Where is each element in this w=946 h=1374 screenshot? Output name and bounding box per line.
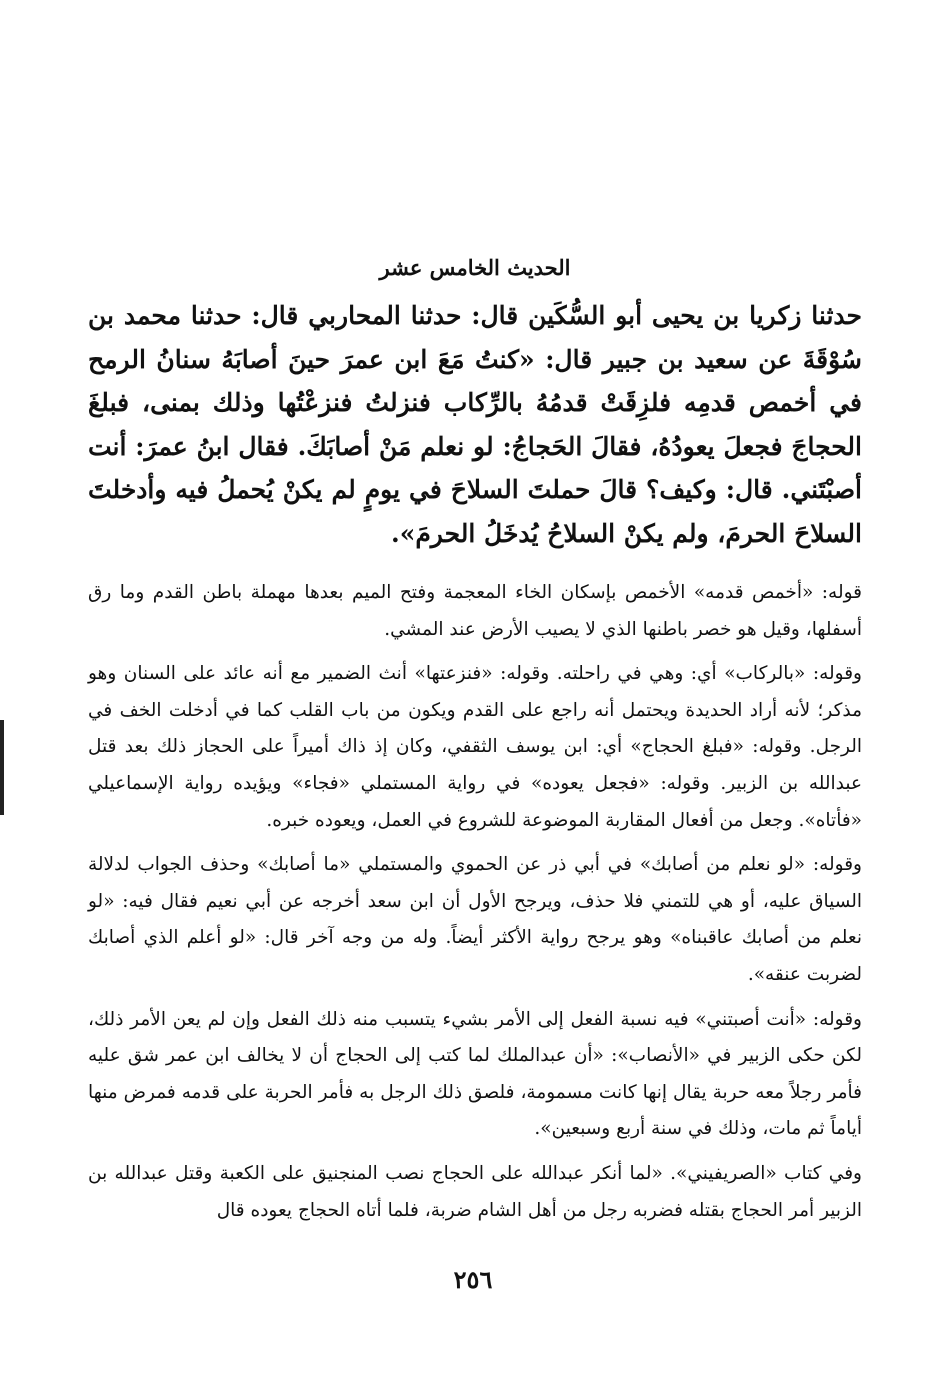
page-number: ٢٥٦ [453, 1265, 493, 1294]
commentary-paragraph-3: وقوله: «لو نعلم من أصابك» في أبي ذر عن الحموي والمستملي «ما أصابك» وحذف الجواب لدلالة السياق عليه، أو هي للتمني فلا حذف، ويرجح الأول أن ابن سعد أخرجه عن أبي نعيم فقال فيه: «لو نعلم من أصابك عاقبناه» وهو يرجح رواية الأكثر أيضاً. وله من وجه آخر قال: «لو أعلم الذي أصابك لضربت عنقه». [88, 854, 862, 985]
commentary-paragraph-5: وفي كتاب «الصريفيني». «لما أنكر عبدالله على الحجاج نصب المنجنيق على الكعبة وقتل عبدالله بن الزبير أمر الحجاج بقتله فضربه رجل من أهل الشام ضربة، فلما أتاه الحجاج يعوده قال [88, 1162, 862, 1221]
hadith-text: حدثنا زكريا بن يحيى أبو السُّكَين قال: حدثنا المحاربي قال: حدثنا محمد بن سُوْقَةَ عن سعيد بن جبير قال: «كنتُ مَعَ ابن عمرَ حينَ أصابَهُ سنانُ الرمح في أخمص قدمِه فلزِقَتْ قدمُهُ بالرِّكاب فنزلتُ فنزعْتُها وذلك بمنى، فبلغَ الحجاجَ فجعلَ يعودُهُ، فقالَ الحَجاجُ: لو نعلم مَنْ أصابَكَ. فقال ابنُ عمرَ: أنت أصبْتَني. قال: وكيف؟ قالَ حملتَ السلاحَ في يومٍ لم يكنْ يُحملُ فيه وأدخلتَ السلاحَ الحرمَ، ولم يكنْ السلاحُ يُدخَلُ الحرمَ». [88, 301, 862, 548]
scan-edge-mark [0, 720, 4, 815]
commentary-paragraph-1: قوله: «أخمص قدمه» الأخمص بإسكان الخاء المعجمة وفتح الميم بعدها مهملة باطن القدم وما رق أسفلها، وقيل هو خصر باطنها الذي لا يصيب الأرض عند المشي. [88, 582, 862, 640]
commentary-paragraph-2: وقوله: «بالركاب» أي: وهي في راحلته. وقوله: «فنزعتها» أنث الضمير مع أنه عائد على السنان وهو مذكر؛ لأنه أراد الحديدة ويحتمل أنه راجع على القدم ويكون من باب القلب كما في أدخلت الخف في الرجل. وقوله: «فبلغ الحجاج» أي: ابن يوسف الثقفي، وكان إذ ذاك أميراً على الحجاز ذلك بعد قتل عبدالله بن الزبير. وقوله: «فجعل يعوده» في رواية المستملي «فجاء» ويؤيده رواية الإسماعيلي «فأتاه». وجعل من أفعال المقاربة الموضوعة للشروع في العمل، ويعوده خبره. [88, 663, 862, 831]
hadith-title: الحديث الخامس عشر [379, 255, 571, 280]
commentary-paragraph-4: وقوله: «أنت أصبتني» فيه نسبة الفعل إلى الأمر بشيء يتسبب منه ذلك الفعل وإن لم يعن الأمر ذلك، لكن حكى الزبير في «الأنصاب»: «أن عبدالملك لما كتب إلى الحجاج أن لا يخالف ابن عمر شق عليه فأمر رجلاً معه حربة يقال إنها كانت مسمومة، فلصق ذلك الرجل به فأمر الحربة على قدمه فمرض منها أياماً ثم مات، وذلك في سنة أربع وسبعين». [88, 1008, 862, 1140]
page-body [88, 250, 862, 1229]
